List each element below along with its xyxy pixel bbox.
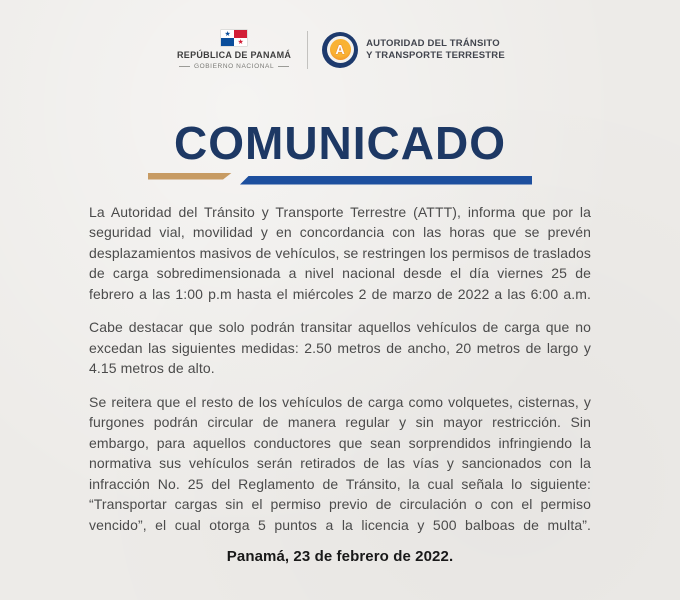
date-line: Panamá, 23 de febrero de 2022. <box>226 548 454 565</box>
authority-name-line1: AUTORIDAD DEL TRÁNSITO <box>366 38 500 50</box>
panama-flag-icon <box>221 30 247 46</box>
flag-quadrant-red-star <box>234 38 247 46</box>
attt-seal-icon <box>322 32 358 68</box>
dash-left <box>179 66 190 67</box>
government-subname <box>179 63 289 70</box>
authority-name <box>366 38 505 61</box>
government-logo-block <box>175 30 293 70</box>
flag-quadrant-blue-star <box>221 30 234 38</box>
republic-name: REPÚBLICA DE PANAMÁ <box>176 50 292 60</box>
authority-name-line2: Y TRANSPORTE TERRESTRE <box>366 49 505 61</box>
page-title: COMUNICADO <box>174 116 506 169</box>
institutional-header <box>0 0 680 70</box>
body-paragraph-2: Cabe destacar que solo podrán transitar aquellos vehículos de carga que no excedan las siguientes medidas: 2.50 metros de ancho, 20 metros de largo y 4.15 metros de alto. <box>89 319 591 376</box>
flag-quadrant-blue <box>221 38 234 46</box>
government-subname-label: GOBIERNO NACIONAL <box>193 62 275 70</box>
attt-seal-ring <box>327 36 354 63</box>
authority-logo-block <box>322 32 505 68</box>
communique-body <box>89 202 591 536</box>
title-underline-tan-bar <box>148 173 232 180</box>
flag-quadrant-red <box>234 30 247 38</box>
title-underline <box>0 173 680 187</box>
dash-right <box>278 66 289 67</box>
header-divider <box>307 31 308 69</box>
attt-seal-core: A <box>330 39 351 60</box>
body-paragraph-3: Se reitera que el resto de los vehículos de carga como volquetes, cisternas, y furgones podrán circular de manera regular y sin mayor restricción. Sin embargo, para aquellos conductores que sean sorprendidos infringiendo la normativa sus vehículos serán retirados de las vías y sancionados con la infracción No. 25 del Reglamento de Tránsito, la cual señala lo siguiente: “Transportar cargas sin el permiso previo de circulación o con el permiso vencido”, el cual otorga 5 puntos a la licencia y 500 balboas de multa”. <box>89 393 591 533</box>
title-underline-blue-bar <box>240 176 532 185</box>
body-paragraph-1: La Autoridad del Tránsito y Transporte Terrestre (ATTT), informa que por la seguridad vial, movilidad y en concordancia con las horas que se prevén desplazamientos masivos de vehículos, se restringen los permisos de traslados de carga sobredimensionada a nivel nacional desde el día viernes 25 de febrero a las 1:00 p.m hasta el miércoles 2 de marzo de 2022 a las 6:00 a.m. <box>89 203 591 302</box>
